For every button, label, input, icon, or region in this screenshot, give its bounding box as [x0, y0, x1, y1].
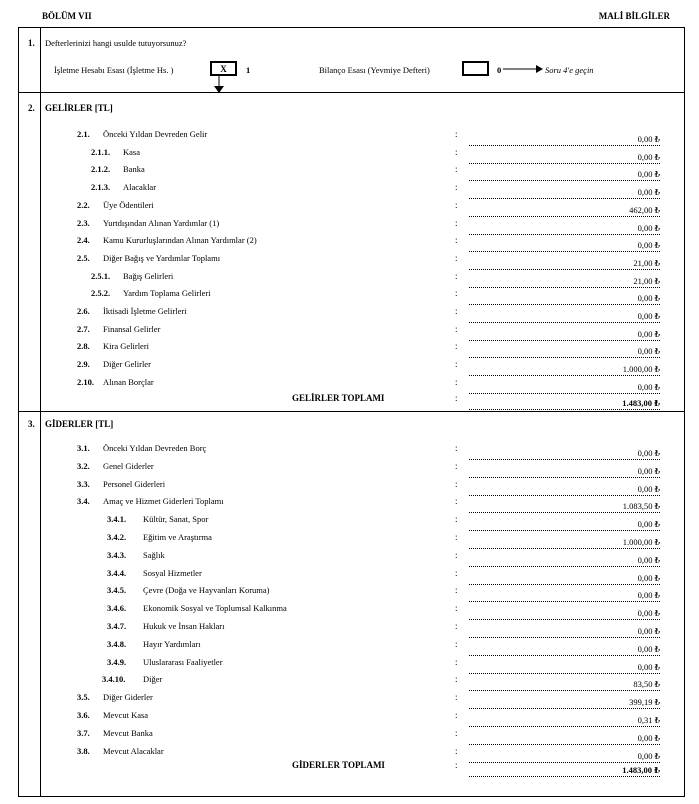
row-value: 0,00 ₺: [469, 346, 660, 358]
row-code: 3.7.: [77, 727, 90, 738]
row-code: 3.5.: [77, 692, 90, 703]
row-colon: :: [455, 252, 458, 263]
row-colon: :: [455, 745, 458, 756]
row-label: Kasa: [123, 146, 140, 157]
row-colon: :: [455, 514, 458, 525]
row-value: 0,00 ₺: [469, 134, 660, 146]
q1-option1-checkbox[interactable]: [210, 61, 237, 76]
row-label: Yardım Toplama Gelirleri: [123, 288, 211, 299]
row-value: 0,31 ₺: [469, 715, 660, 727]
row-colon: :: [455, 656, 458, 667]
row-colon: :: [455, 460, 458, 471]
row-code: 3.4.2.: [107, 532, 127, 542]
row-label: Önceki Yıldan Devreden Gelir: [103, 129, 208, 139]
divider-income: [18, 411, 685, 412]
row-colon: :: [455, 478, 458, 489]
income-total-colon: :: [455, 393, 458, 403]
row-code: 2.5.1.: [91, 270, 111, 281]
row-code: 2.6.: [77, 306, 90, 316]
row-value: 21,00 ₺: [469, 258, 660, 270]
row-code: 3.6.: [77, 710, 90, 720]
q1-option2-label: Bilanço Esası (Yevmiye Defteri): [319, 65, 430, 75]
row-value: 0,00 ₺: [469, 608, 660, 620]
row-code: 3.3.: [77, 478, 90, 489]
row-value: 0,00 ₺: [469, 662, 660, 674]
row-code: 2.1.1.: [91, 146, 111, 157]
row-colon: :: [455, 235, 458, 246]
row-code: 3.1.: [77, 443, 90, 453]
income-number: 2.: [28, 103, 35, 113]
row-label: Ekonomik Sosyal ve Toplumsal Kalkınma: [143, 603, 287, 614]
row-colon: :: [455, 164, 458, 175]
row-code: 3.4.8.: [107, 638, 127, 649]
row-label: İktisadi İşletme Gelirleri: [103, 306, 187, 316]
row-code: 3.8.: [77, 745, 90, 756]
row-value: 83,50 ₺: [469, 679, 660, 691]
row-colon: :: [455, 443, 458, 453]
row-colon: :: [455, 270, 458, 281]
row-code: 2.9.: [77, 359, 90, 370]
number-column-divider: [40, 27, 41, 797]
row-label: Kamu Kururluşlarından Alınan Yardımlar (2): [103, 235, 257, 246]
section-label: BÖLÜM VII: [42, 11, 92, 21]
row-colon: :: [455, 376, 458, 387]
row-value: 0,00 ₺: [469, 555, 660, 567]
row-label: Alınan Borçlar: [103, 376, 154, 387]
income-title: GELİRLER [TL]: [45, 103, 113, 113]
q1-option1-code: 1: [246, 65, 251, 75]
row-label: Diğer Giderler: [103, 692, 153, 703]
row-label: Mevcut Kasa: [103, 710, 149, 720]
row-value: 0,00 ₺: [469, 382, 660, 394]
q1-number: 1.: [28, 38, 35, 48]
divider-q1: [18, 92, 685, 93]
expense-total-value: 1.483,00 ₺: [469, 765, 660, 777]
row-code: 3.4.1.: [107, 514, 127, 525]
row-label: Finansal Gelirler: [103, 323, 161, 334]
row-code: 2.1.2.: [91, 164, 111, 175]
row-code: 2.4.: [77, 235, 90, 246]
row-code: 3.4.6.: [107, 603, 127, 614]
row-value: 0,00 ₺: [469, 293, 660, 305]
row-label: Alacaklar: [123, 182, 157, 193]
row-value: 0,00 ₺: [469, 223, 660, 235]
row-code: 3.2.: [77, 460, 90, 471]
row-colon: :: [455, 621, 458, 631]
row-code: 3.4.: [77, 496, 90, 507]
row-label: Kültür, Sanat, Spor: [143, 514, 209, 525]
right-arrow-icon: [503, 64, 543, 74]
row-code: 2.5.2.: [91, 288, 111, 299]
row-value: 21,00 ₺: [469, 276, 660, 288]
row-value: 0,00 ₺: [469, 152, 660, 164]
row-value: 0,00 ₺: [469, 329, 660, 341]
row-label: Diğer: [143, 674, 163, 685]
income-total-value: 1.483,00 ₺: [469, 398, 660, 410]
row-label: Mevcut Banka: [103, 727, 153, 738]
row-code: 2.1.: [77, 129, 90, 139]
row-colon: :: [455, 341, 458, 352]
row-value: 1.000,00 ₺: [469, 537, 660, 549]
row-value: 0,00 ₺: [469, 240, 660, 252]
row-label: Diğer Bağış ve Yardımlar Toplamı: [103, 252, 221, 263]
row-code: 2.10.: [77, 376, 94, 387]
row-colon: :: [455, 288, 458, 299]
section-title: MALİ BİLGİLER: [598, 11, 670, 21]
row-label: Genel Giderler: [103, 460, 154, 471]
row-label: Çevre (Doğa ve Hayvanları Koruma): [143, 585, 270, 596]
row-code: 3.4.7.: [107, 621, 127, 631]
row-colon: :: [455, 217, 458, 228]
row-colon: :: [455, 567, 458, 578]
expense-title: GİDERLER [TL]: [45, 419, 114, 429]
q1-option2-checkbox[interactable]: [462, 61, 489, 76]
row-label: Bağış Gelirleri: [123, 270, 174, 281]
row-colon: :: [455, 692, 458, 703]
row-colon: :: [455, 359, 458, 370]
down-arrow-icon: [212, 76, 226, 94]
row-code: 2.1.3.: [91, 182, 111, 193]
row-label: Banka: [123, 164, 145, 175]
row-value: 399,19 ₺: [469, 697, 660, 709]
row-label: Sosyal Hizmetler: [143, 567, 202, 578]
row-label: Hayır Yardımları: [143, 638, 201, 649]
row-colon: :: [455, 710, 458, 720]
row-value: 1.083,50 ₺: [469, 501, 660, 513]
row-value: 0,00 ₺: [469, 187, 660, 199]
row-value: 0,00 ₺: [469, 626, 660, 638]
row-value: 0,00 ₺: [469, 573, 660, 585]
row-value: 0,00 ₺: [469, 751, 660, 763]
income-total-label: GELİRLER TOPLAMI: [292, 393, 385, 403]
row-code: 3.4.5.: [107, 585, 127, 596]
row-colon: :: [455, 585, 458, 596]
row-label: Yurtdışından Alınan Yardımlar (1): [103, 217, 220, 228]
row-colon: :: [455, 674, 458, 685]
row-label: Önceki Yıldan Devreden Borç: [103, 443, 207, 453]
row-code: 2.7.: [77, 323, 90, 334]
row-value: 0,00 ₺: [469, 590, 660, 602]
row-code: 3.4.4.: [107, 567, 127, 578]
row-colon: :: [455, 532, 458, 542]
row-colon: :: [455, 306, 458, 316]
row-value: 0,00 ₺: [469, 519, 660, 531]
row-label: Amaç ve Hizmet Giderleri Toplamı: [103, 496, 224, 507]
row-code: 3.4.10.: [102, 674, 126, 685]
row-value: 0,00 ₺: [469, 448, 660, 460]
row-colon: :: [455, 199, 458, 210]
row-colon: :: [455, 496, 458, 507]
row-label: Personel Giderleri: [103, 478, 166, 489]
row-colon: :: [455, 182, 458, 193]
row-code: 2.8.: [77, 341, 90, 352]
row-value: 0,00 ₺: [469, 466, 660, 478]
row-code: 2.5.: [77, 252, 90, 263]
q1-option1-mark: X: [220, 64, 227, 74]
row-colon: :: [455, 549, 458, 560]
row-colon: :: [455, 727, 458, 738]
row-label: Kira Gelirleri: [103, 341, 150, 352]
row-label: Mevcut Alacaklar: [103, 745, 164, 756]
expense-number: 3.: [28, 419, 35, 429]
row-label: Uluslararası Faaliyetler: [143, 656, 223, 667]
row-value: 0,00 ₺: [469, 733, 660, 745]
row-value: 462,00 ₺: [469, 205, 660, 217]
row-label: Üye Ödentileri: [103, 199, 154, 210]
row-colon: :: [455, 129, 458, 139]
row-colon: :: [455, 638, 458, 649]
expense-total-colon: :: [455, 760, 458, 770]
row-code: 2.2.: [77, 199, 90, 210]
row-value: 0,00 ₺: [469, 644, 660, 656]
row-code: 3.4.3.: [107, 549, 127, 560]
row-label: Hukuk ve İnsan Hakları: [143, 621, 225, 631]
q1-option1-label: İşletme Hesabı Esası (İşletme Hs. ): [54, 65, 174, 75]
row-code: 2.3.: [77, 217, 90, 228]
row-colon: :: [455, 146, 458, 157]
row-colon: :: [455, 603, 458, 614]
row-label: Eğitim ve Araştırma: [143, 532, 212, 542]
q1-question: Defterlerinizi hangi usulde tutuyorsunuz?: [45, 38, 187, 48]
row-value: 0,00 ₺: [469, 311, 660, 323]
expense-total-label: GİDERLER TOPLAMI: [292, 760, 385, 770]
row-label: Sağlık: [143, 549, 165, 560]
row-value: 0,00 ₺: [469, 169, 660, 181]
row-label: Diğer Gelirler: [103, 359, 151, 370]
q1-skip-note: Soru 4'e geçin: [545, 65, 594, 75]
row-code: 3.4.9.: [107, 656, 127, 667]
row-colon: :: [455, 323, 458, 334]
q1-option2-code: 0: [497, 65, 502, 75]
row-value: 0,00 ₺: [469, 484, 660, 496]
row-value: 1.000,00 ₺: [469, 364, 660, 376]
